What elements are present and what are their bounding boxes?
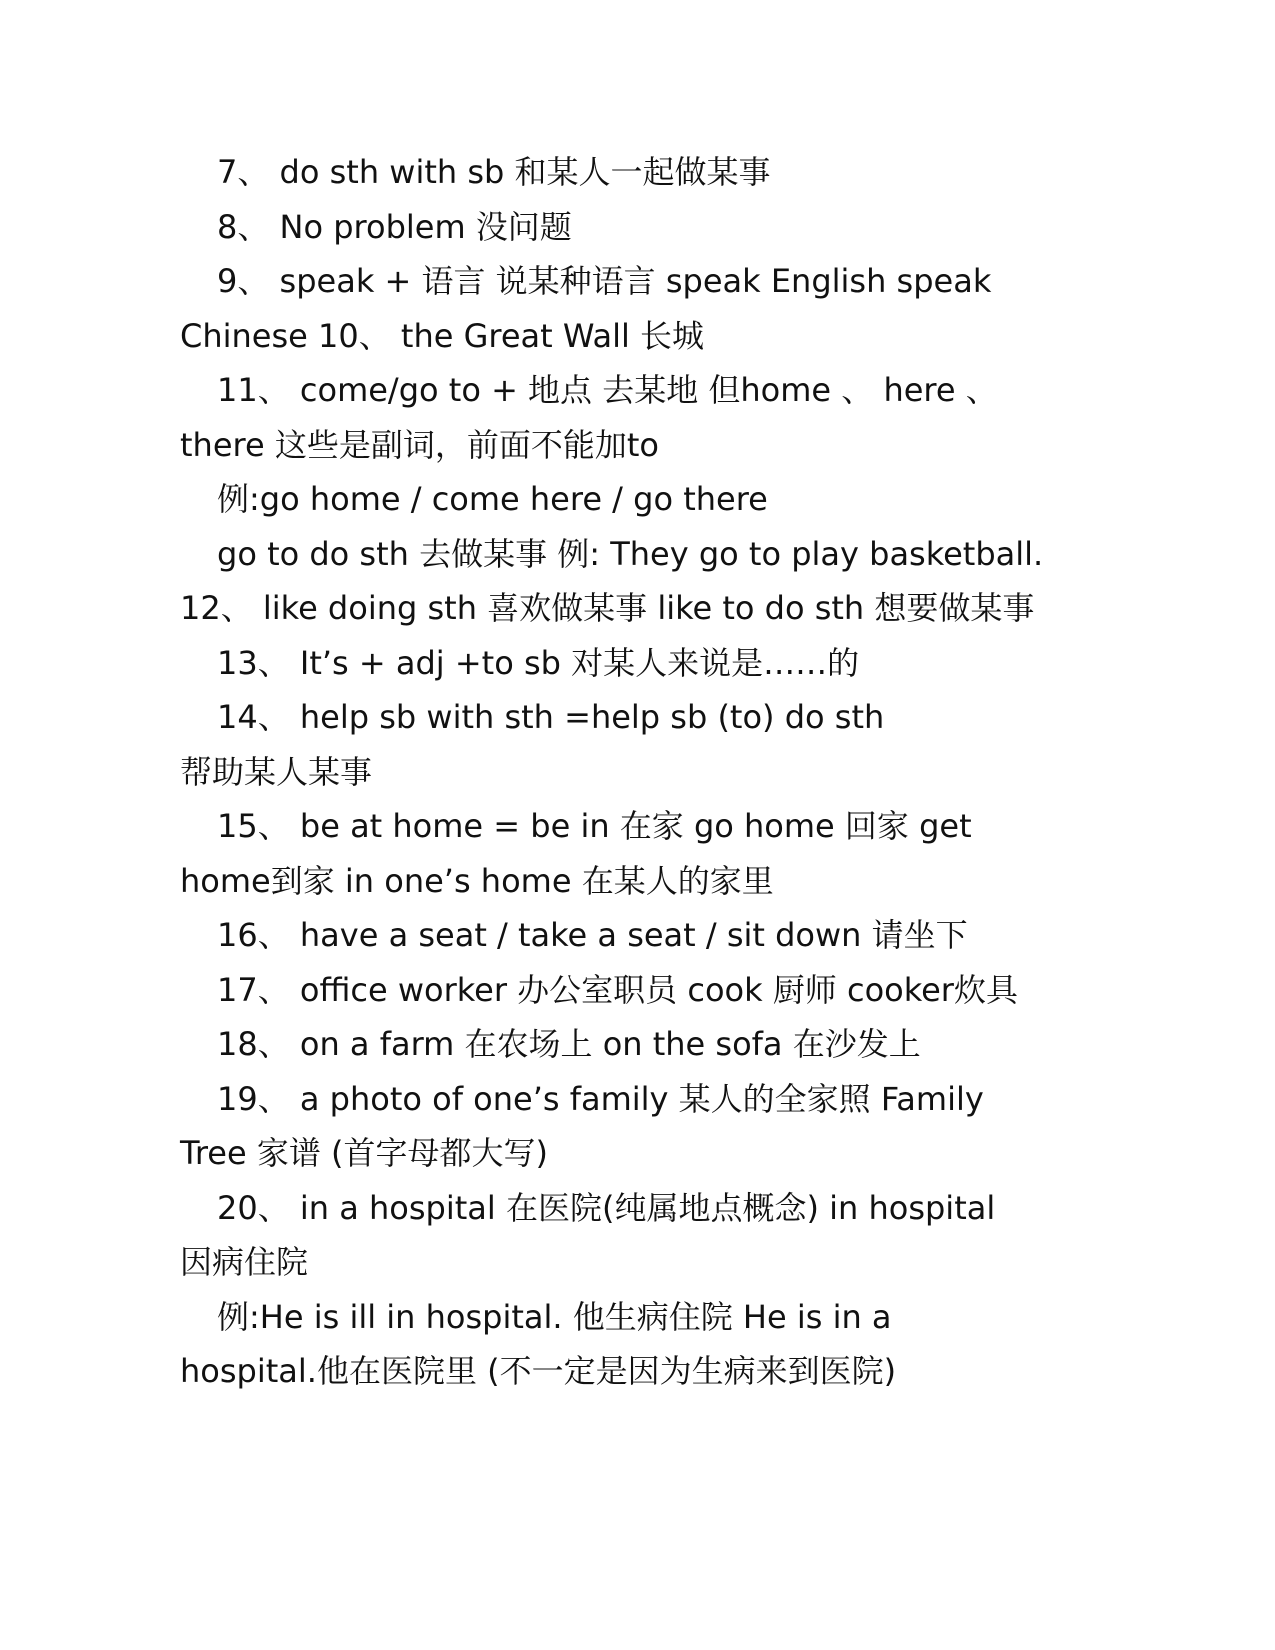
text-line: 7、 do sth with sb 和某人一起做某事	[217, 153, 771, 191]
text-line: 例:He is ill in hospital. 他生病住院 He is in a	[217, 1297, 892, 1336]
text-line: 9、 speak + 语言 说某种语言 speak English speak	[217, 262, 992, 300]
text-line: 12、 like doing sth 喜欢做某事 like to do sth 想要做某事	[180, 589, 1035, 627]
text-line: 14、 help sb with sth =help sb (to) do sth	[217, 698, 885, 736]
document-body	[180, 145, 1044, 1399]
text-line: home到家 in one’s home 在某人的家里	[180, 861, 774, 900]
text-line: Tree 家谱 (首字母都大写)	[180, 1134, 548, 1172]
text-line: 15、 be at home = be in 在家 go home 回家 get	[217, 807, 972, 845]
text-line: 19、 a photo of one’s family 某人的全家照 Family	[217, 1079, 984, 1118]
text-line: hospital.他在医院里 (不一定是因为生病来到医院)	[180, 1352, 897, 1390]
text-line: 20、 in a hospital 在医院(纯属地点概念) in hospital	[217, 1188, 996, 1227]
text-line: 例:go home / come here / go there	[217, 480, 768, 518]
text-line: 帮助某人某事	[180, 752, 373, 791]
text-line: Chinese 10、 the Great Wall 长城	[180, 316, 705, 355]
text-line: there 这些是副词，前面不能加to	[180, 425, 659, 464]
text-line: 17、 office worker 办公室职员 cook 厨师 cooker炊具	[217, 970, 1018, 1009]
text-line: 8、 No problem 没问题	[217, 207, 572, 246]
text-line: 11、 come/go to + 地点 去某地 但home 、 here 、	[217, 371, 998, 409]
text-line: 18、 on a farm 在农场上 on the sofa 在沙发上	[217, 1025, 921, 1063]
text-line: 16、 have a seat / take a seat / sit down 请坐下	[217, 916, 968, 954]
text-line: 13、 It’s + adj +to sb 对某人来说是……的	[217, 643, 860, 682]
text-line: go to do sth 去做某事 例: They go to play basketball.	[217, 534, 1044, 573]
text-line: 因病住院	[180, 1243, 309, 1281]
